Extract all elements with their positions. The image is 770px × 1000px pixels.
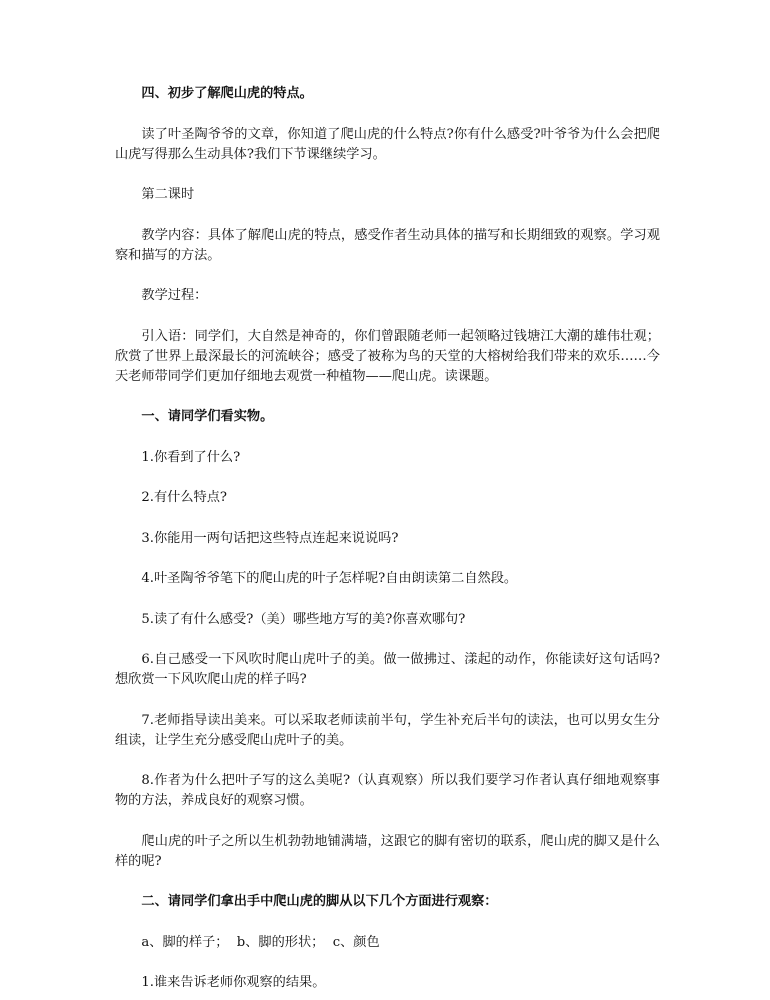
paragraph-summary: 读了叶圣陶爷爷的文章，你知道了爬山虎的什么特点?你有什么感受?叶爷爷为什么会把爬山虎写得那么生动具体?我们下节课继续学习。 [115,126,660,162]
paragraph-teaching-content: 教学内容：具体了解爬山虎的特点，感受作者生动具体的描写和长期细致的观察。学习观察和描写的方法。 [115,227,660,263]
section-heading-2: 二、请同学们拿出手中爬山虎的脚从以下几个方面进行观察： [141,894,498,909]
list-item: 1.谁来告诉老师你观察的结果。 [141,975,326,990]
paragraph-transition: 爬山虎的叶子之所以生机勃勃地铺满墙，这跟它的脚有密切的联系，爬山虎的脚又是什么样的呢? [115,833,660,869]
paragraph-introduction: 引入语：同学们，大自然是神奇的，你们曾跟随老师一起领略过钱塘江大潮的雄伟壮观；欣赏了世界上最深最长的河流峡谷；感受了被称为鸟的天堂的大榕树给我们带来的欢乐……今天老师带同学们更加仔细地去观赏一种植物——爬山虎。读课题。 [115,328,660,384]
list-item: 4.叶圣陶爷爷笔下的爬山虎的叶子怎样呢?自由朗读第二自然段。 [141,571,518,586]
section-heading-4: 四、初步了解爬山虎的特点。 [141,86,313,101]
lesson-title-second: 第二课时 [141,187,195,202]
list-item: 8.作者为什么把叶子写的这么美呢?（认真观察）所以我们要学习作者认真仔细地观察事物的方法，养成良好的观察习惯。 [115,773,660,808]
list-item: 3.你能用一两句话把这些特点连起来说说吗? [141,530,399,546]
list-item: 2.有什么特点? [141,490,227,505]
list-item: 6.自己感受一下风吹时爬山虎叶子的美。做一做拂过、漾起的动作，你能读好这句话吗?想欣赏一下风吹爬山虎的样子吗? [115,652,660,687]
list-item: 7.老师指导读出美来。可以采取老师读前半句，学生补充后半句的读法，也可以男女生分组读，让学生充分感受爬山虎叶子的美。 [115,712,660,748]
observation-aspects: a、脚的样子； b、脚的形状； c、颜色 [141,934,380,950]
section-heading-1: 一、请同学们看实物。 [141,409,274,424]
list-item: 1.你看到了什么? [141,449,241,465]
list-item: 5.读了有什么感受?（美）哪些地方写的美?你喜欢哪句? [141,611,466,627]
paragraph-teaching-process: 教学过程： [141,288,208,303]
document-page [115,84,660,993]
